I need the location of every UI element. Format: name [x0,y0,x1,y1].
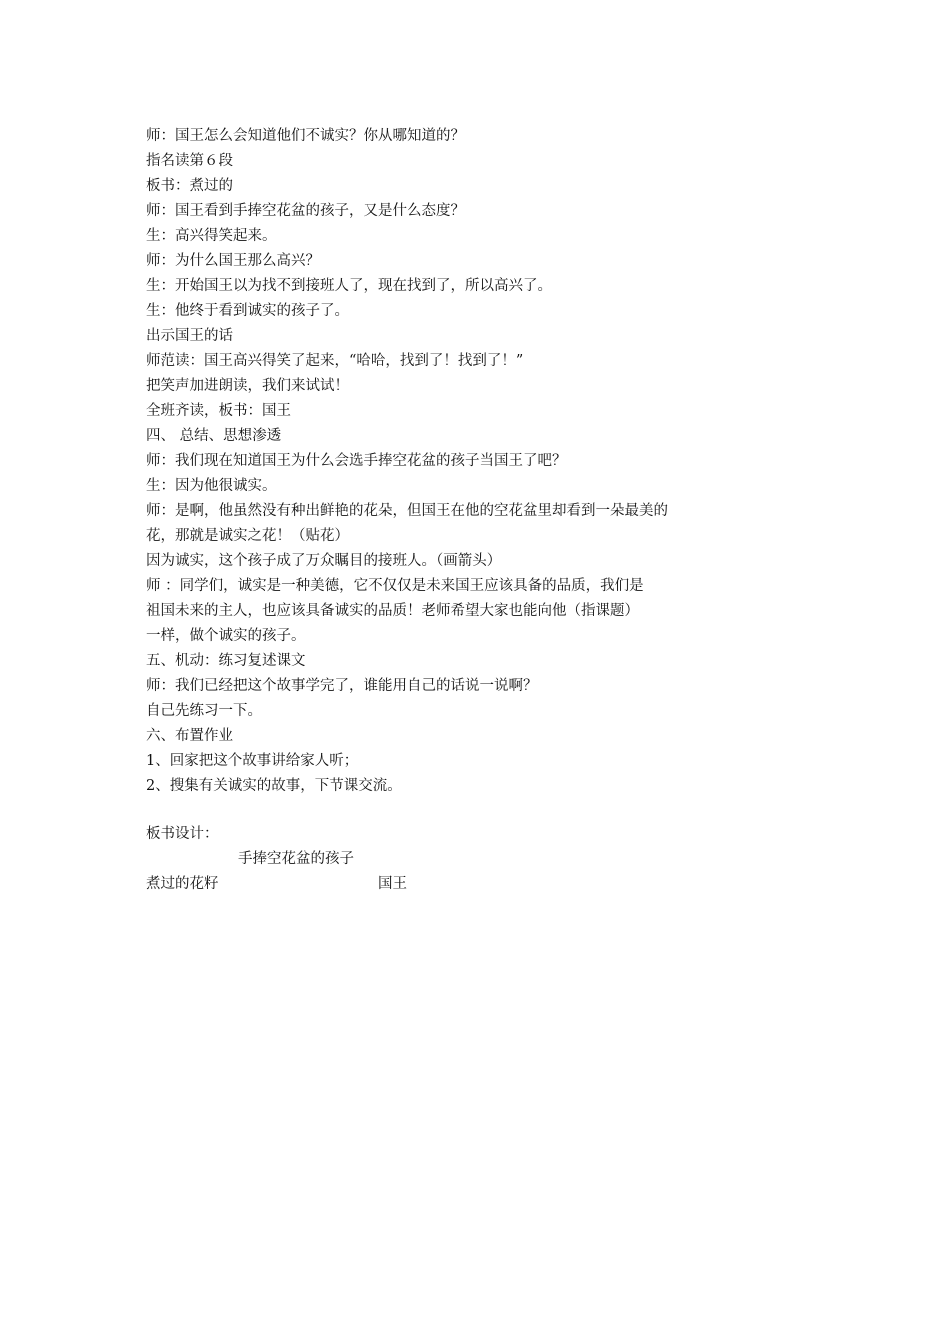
text-line: 生：他终于看到诚实的孩子了。 [146,303,349,319]
text-line: 生：因为他很诚实。 [146,478,277,494]
homework-item: 1、回家把这个故事讲给家人听； [146,753,359,769]
board-design [146,822,786,897]
text-line: 生：开始国王以为找不到接班人了，现在找到了，所以高兴了。 [146,278,552,294]
text-line: 祖国未来的主人，也应该具备诚实的品质！老师希望大家也能向他（指课题） [146,603,639,619]
text-line: 自己先练习一下。 [146,703,262,719]
section-heading: 四、 总结、思想渗透 [146,428,282,444]
text-line: 把笑声加进朗读，我们来试试！ [146,378,349,394]
text-line: 师：为什么国王那么高兴？ [146,253,320,269]
section-heading: 五、机动：练习复述课文 [146,653,306,669]
board-left-text: 煮过的花籽 [146,876,219,892]
board-design-heading: 板书设计： [146,826,219,842]
text-line: 指名读第６段 [146,153,233,169]
board-right-text: 国王 [378,876,407,892]
board-center-text: 手捧空花盆的孩子 [238,851,354,867]
homework-item: 2、搜集有关诚实的故事，下节课交流。 [146,778,402,794]
text-line: 一样，做个诚实的孩子。 [146,628,306,644]
section-heading: 六、布置作业 [146,728,233,744]
spacer [146,799,786,822]
text-line: 师 ：同学们，诚实是一种美德，它不仅仅是未来国王应该具备的品质，我们是 [146,578,644,594]
text-line: 师：我们已经把这个故事学完了，谁能用自己的话说一说啊？ [146,678,538,694]
text-line: 师范读：国王高兴得笑了起来，“哈哈，找到了！找到了！” [146,353,524,369]
text-line: 全班齐读，板书：国王 [146,403,291,419]
text-line: 师：是啊，他虽然没有种出鲜艳的花朵，但国王在他的空花盆里却看到一朵最美的 [146,503,668,519]
lesson-text [146,124,786,897]
text-line: 师：国王看到手捧空花盆的孩子，又是什么态度？ [146,203,465,219]
text-line: 板书：煮过的 [146,178,233,194]
text-line: 因为诚实，这个孩子成了万众瞩目的接班人。（画箭头） [146,553,502,569]
text-line: 师：我们现在知道国王为什么会选手捧空花盆的孩子当国王了吧？ [146,453,567,469]
text-line: 师：国王怎么会知道他们不诚实？你从哪知道的？ [146,128,465,144]
text-line: 出示国王的话 [146,328,233,344]
text-line: 花，那就是诚实之花！（贴花） [146,528,349,544]
text-line: 生：高兴得笑起来。 [146,228,277,244]
